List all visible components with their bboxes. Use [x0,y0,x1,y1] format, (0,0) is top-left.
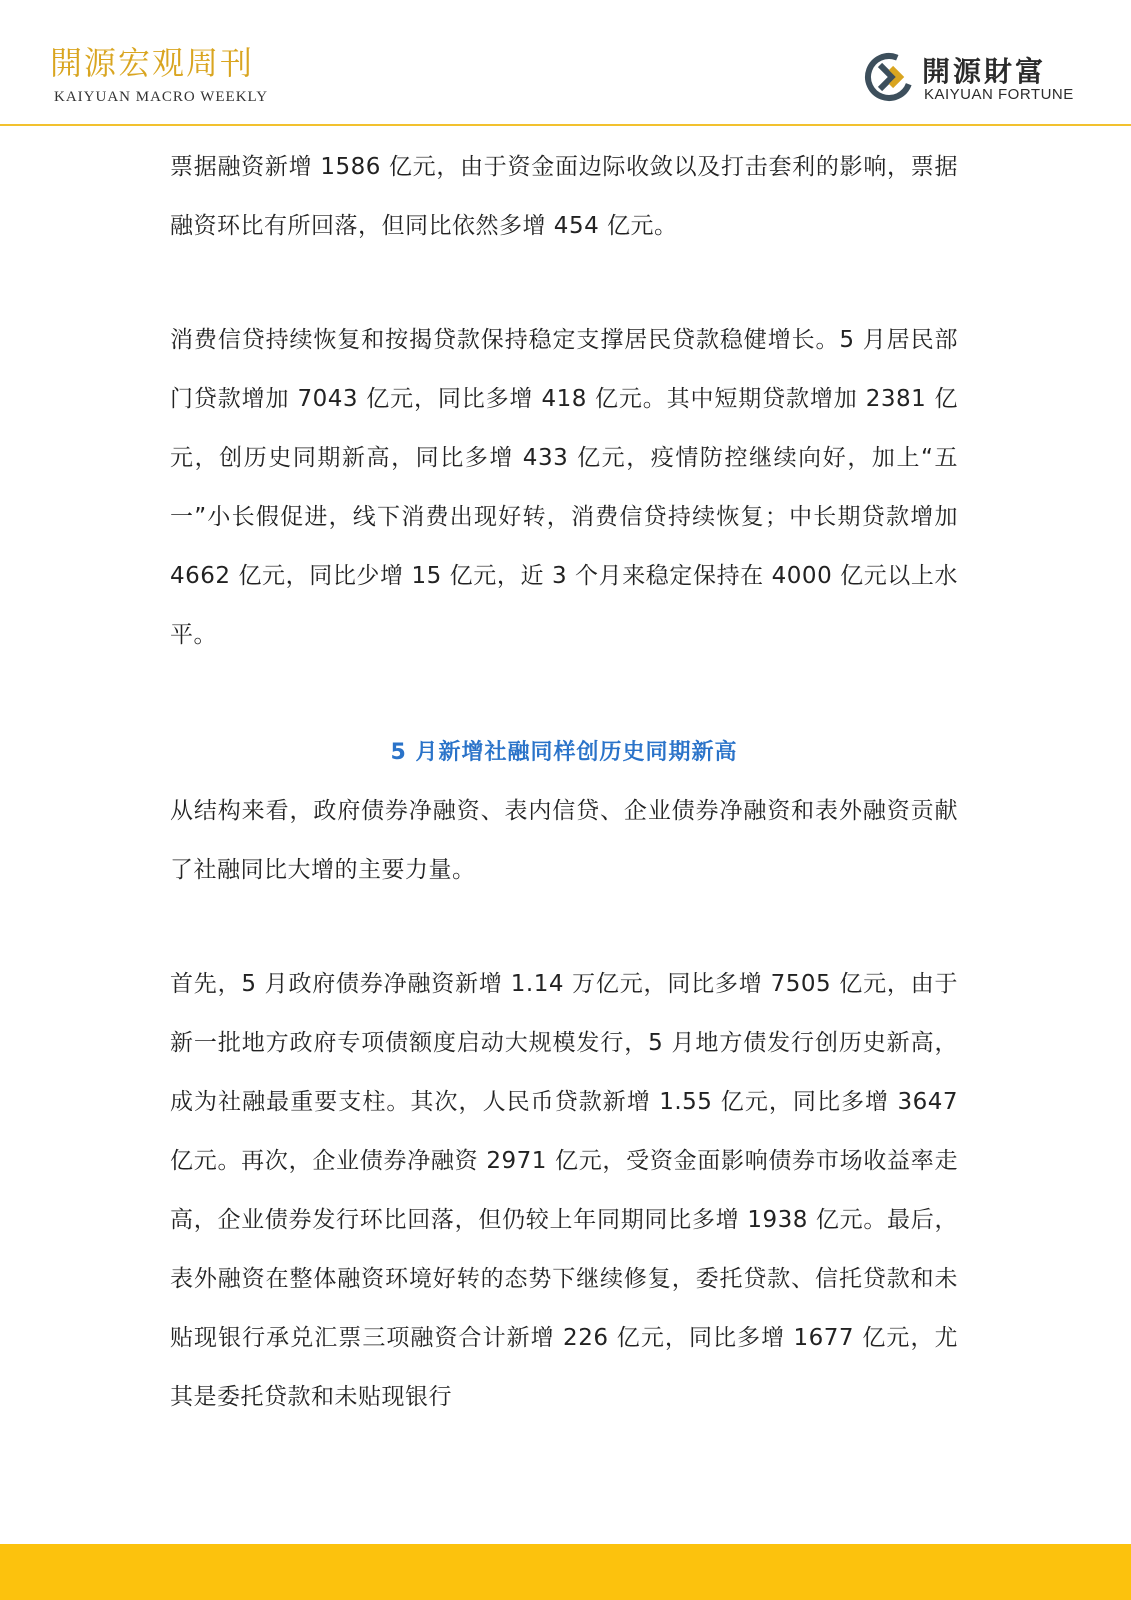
kaiyuan-k-circle-logo-icon [864,52,914,102]
section-heading: 5 月新增社融同样创历史同期新高 [390,740,738,765]
paragraph-household-loans: 消费信贷持续恢复和按揭贷款保持稳定支撑居民贷款稳健增长。5 月居民部门贷款增加 7043 亿元，同比多增 418 亿元。其中短期贷款增加 2381 亿元，创历史同期新高，同比多增 433 亿元，疫情防控继续向好，加上“五一”小长假促进，线下消费出现好转，消费信贷持续恢复；中长期贷款增加 4662 亿元，同比少增 15 亿元，近 3 个月来稳定保持在 4000 亿元以上水平。 [170,327,958,648]
brand-subtitle: KAIYUAN MACRO WEEKLY [54,89,269,105]
logo-chinese-name: 開源財富 [922,55,1047,88]
document-body [170,138,958,1427]
paragraph-bill-financing: 票据融资新增 1586 亿元，由于资金面边际收敛以及打击套利的影响，票据融资环比有所回落，但同比依然多增 454 亿元。 [170,154,958,239]
header-divider [0,124,1131,126]
company-logo [864,48,1094,108]
page-header [0,0,1131,126]
footer-bar [0,1544,1131,1600]
logo-english-name: KAIYUAN FORTUNE [924,86,1074,103]
paragraph-social-financing-details: 首先，5 月政府债券净融资新增 1.14 万亿元，同比多增 7505 亿元，由于新一批地方政府专项债额度启动大规模发行，5 月地方债发行创历史新高，成为社融最重要支柱。其次，人民币贷款新增 1.55 亿元，同比多增 3647 亿元。再次，企业债券净融资 2971 亿元，受资金面影响债券市场收益率走高，企业债券发行环比回落，但仍较上年同期同比多增 1938 亿元。最后，表外融资在整体融资环境好转的态势下继续修复，委托贷款、信托贷款和未贴现银行承兑汇票三项融资合计新增 226 亿元，同比多增 1677 亿元，尤其是委托贷款和未贴现银行 [170,971,958,1410]
brand-title: 開源宏观周刊 [50,44,255,82]
paragraph-structure: 从结构来看，政府债券净融资、表内信贷、企业债券净融资和表外融资贡献了社融同比大增的主要力量。 [170,798,958,883]
